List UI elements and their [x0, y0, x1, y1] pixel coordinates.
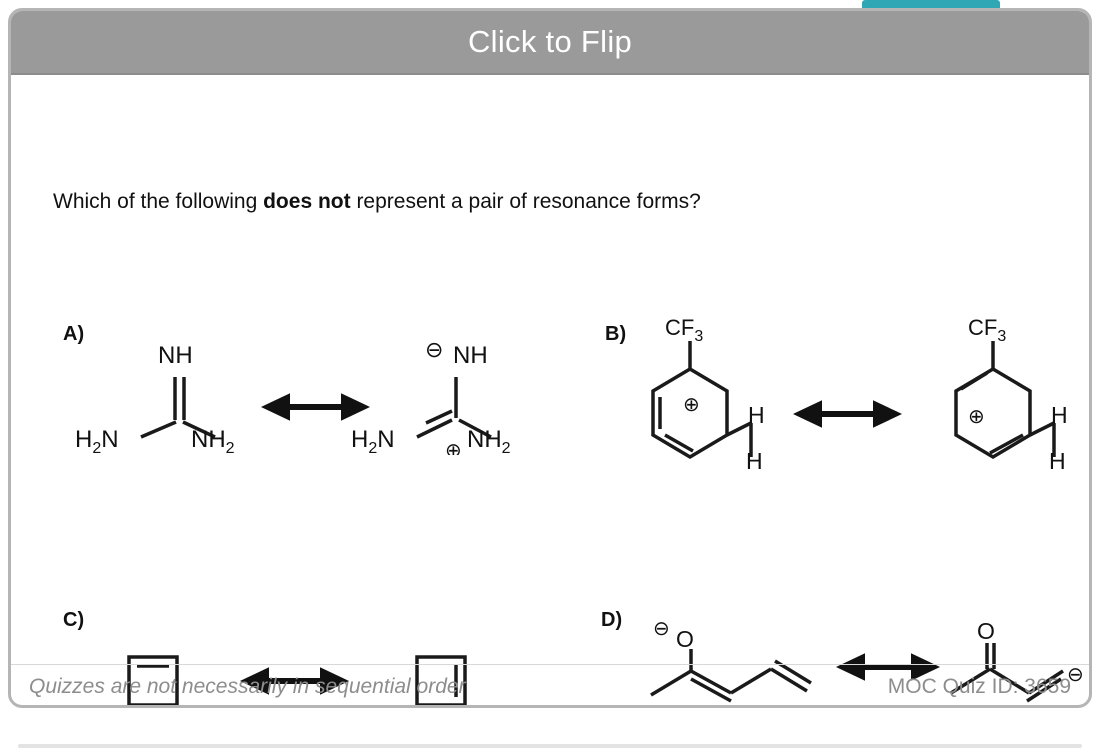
choice-label-d: D)	[601, 609, 623, 631]
structure-b-left-h-upper: H	[748, 402, 765, 428]
question-suffix: represent a pair of resonance forms?	[350, 190, 701, 213]
structure-a-left-atom-h2n: $H_2N$	[75, 426, 119, 455]
structure-d-left-atom-o: O	[676, 626, 694, 652]
card-header[interactable]	[11, 11, 1089, 75]
choice-label-b: B)	[605, 323, 627, 345]
structure-b-right-h-upper: H	[1051, 402, 1068, 428]
next-card-shadow	[18, 744, 1082, 748]
structure-b-left	[653, 341, 751, 457]
structure-a-left-atom-nh2: $NH_2$	[191, 426, 235, 455]
card-footer	[11, 665, 1089, 708]
structure-d-right-atom-o: O	[977, 618, 995, 644]
structure-b-right-substituent: $CF_3$	[968, 315, 1007, 345]
footer-note: Quizzes are not necessarily in sequential order	[29, 675, 466, 698]
structure-a-left-top-atom: NH	[158, 342, 193, 369]
structure-d-right-minus-charge: ⊖	[1067, 664, 1084, 686]
structure-choice-b	[605, 311, 1075, 481]
footer-quiz-id: MOC Quiz ID: 3659	[887, 675, 1071, 698]
card-body	[11, 75, 1089, 708]
structure-b-left-plus-charge: ⊕	[683, 394, 700, 416]
structure-a-right-plus-charge: ⊕	[445, 440, 462, 455]
structure-choice-a	[63, 315, 593, 455]
resonance-arrow-a	[268, 398, 363, 416]
choice-label-a: A)	[63, 323, 85, 345]
structure-b-left-substituent: $CF_3$	[665, 315, 704, 345]
structure-b-right	[956, 341, 1054, 457]
flashcard[interactable]	[8, 8, 1092, 708]
structure-a-right-top-atom: NH	[453, 342, 488, 369]
structure-a-right-atom-h2n: $H_2N$	[351, 426, 395, 455]
resonance-arrow-b	[800, 405, 895, 423]
question-prefix: Which of the following	[53, 190, 264, 213]
structure-b-right-h-lower: H	[1049, 448, 1066, 474]
structure-b-left-h-lower: H	[746, 448, 763, 474]
card-header-title: Click to Flip	[467, 24, 633, 59]
structure-a-right-atom-nh2: $NH_2$	[467, 426, 511, 455]
question-text	[53, 190, 701, 214]
structure-b-right-plus-charge: ⊕	[968, 406, 985, 428]
structure-a-right-minus-charge: ⊖	[425, 337, 444, 362]
question-emphasis: does not	[263, 190, 351, 213]
choice-label-c: C)	[63, 609, 85, 631]
structure-d-left-minus-charge: ⊖	[653, 618, 670, 640]
